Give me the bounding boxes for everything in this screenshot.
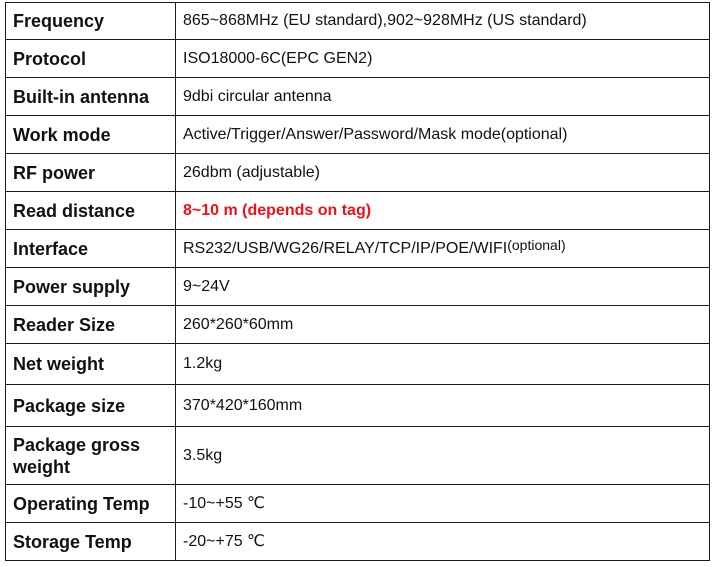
- table-row: [6, 3, 710, 40]
- spec-label: Operating Temp: [6, 485, 176, 523]
- spec-label: Built-in antenna: [6, 78, 176, 116]
- spec-label: Read distance: [6, 192, 176, 230]
- spec-label: Protocol: [6, 40, 176, 78]
- spec-value: 1.2kg: [176, 344, 710, 385]
- spec-label: RF power: [6, 154, 176, 192]
- table-row: [6, 230, 710, 268]
- spec-label: Net weight: [6, 344, 176, 385]
- table-row: [6, 268, 710, 306]
- spec-label: Reader Size: [6, 306, 176, 344]
- spec-value-highlighted: 8~10 m (depends on tag): [176, 192, 710, 230]
- spec-label: Package gross weight: [6, 427, 176, 485]
- spec-value: -20~+75 ℃: [176, 523, 710, 561]
- spec-label: Frequency: [6, 3, 176, 40]
- spec-value-cell: [176, 230, 710, 268]
- spec-value: 865~868MHz (EU standard),902~928MHz (US standard): [176, 3, 710, 40]
- table-row: [6, 40, 710, 78]
- table-row: [6, 154, 710, 192]
- table-row: [6, 192, 710, 230]
- spec-value: ISO18000-6C(EPC GEN2): [176, 40, 710, 78]
- table-row: [6, 344, 710, 385]
- spec-table: [5, 2, 710, 561]
- spec-value: -10~+55 ℃: [176, 485, 710, 523]
- spec-label: Power supply: [6, 268, 176, 306]
- spec-value: RS232/USB/WG26/RELAY/TCP/IP/POE/WIFI: [183, 240, 508, 257]
- spec-value: 26dbm (adjustable): [176, 154, 710, 192]
- spec-value: 260*260*60mm: [176, 306, 710, 344]
- table-row: [6, 523, 710, 561]
- spec-label: Work mode: [6, 116, 176, 154]
- spec-label: Storage Temp: [6, 523, 176, 561]
- spec-value: 3.5kg: [176, 427, 710, 485]
- table-row: [6, 78, 710, 116]
- table-row: [6, 306, 710, 344]
- spec-value-note: (optional): [507, 237, 566, 253]
- spec-value: 9dbi circular antenna: [176, 78, 710, 116]
- spec-label: Interface: [6, 230, 176, 268]
- table-row: [6, 427, 710, 485]
- table-row: [6, 116, 710, 154]
- table-row: [6, 485, 710, 523]
- table-row: [6, 385, 710, 427]
- spec-value: 370*420*160mm: [176, 385, 710, 427]
- spec-label: Package size: [6, 385, 176, 427]
- spec-value: 9~24V: [176, 268, 710, 306]
- spec-value: Active/Trigger/Answer/Password/Mask mode(optional): [176, 116, 710, 154]
